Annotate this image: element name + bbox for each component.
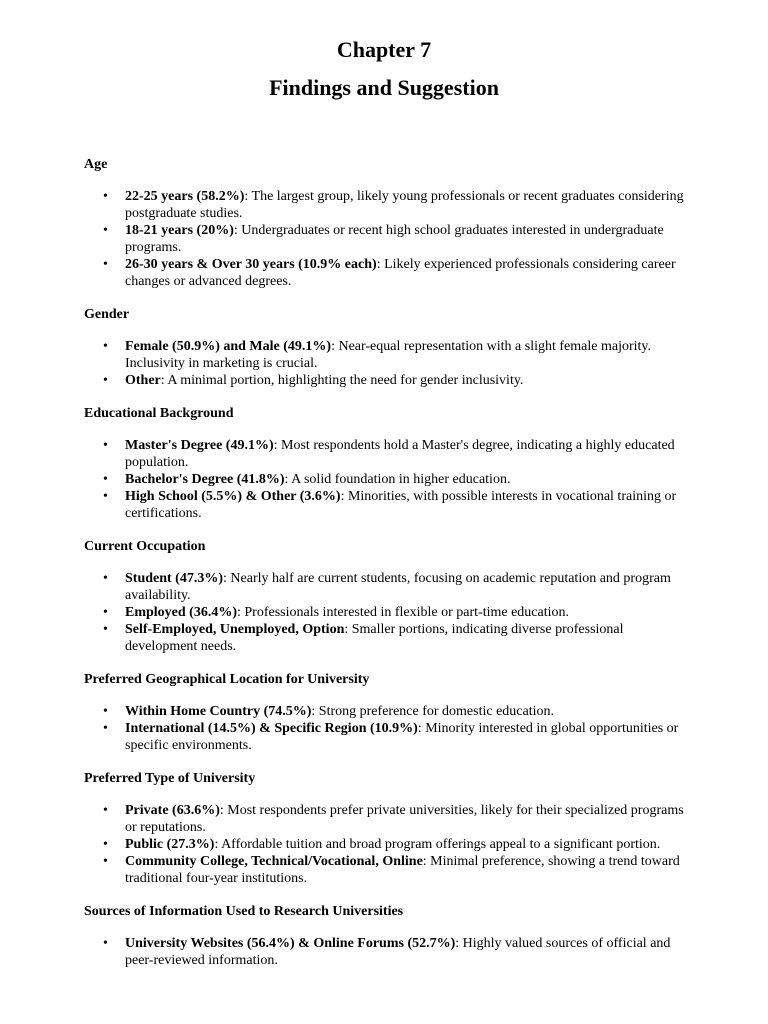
bullet-icon: • — [103, 223, 108, 238]
list-item — [84, 488, 684, 522]
item-bold-label: 26-30 years & Over 30 years (10.9% each) — [125, 257, 377, 272]
section-gender — [84, 306, 684, 389]
section-heading: Educational Background — [84, 406, 234, 421]
item-text: : Likely experienced professionals considering career changes or advanced degrees. — [125, 257, 676, 289]
bullet-icon: • — [103, 854, 108, 869]
list-item — [84, 802, 684, 836]
bullet-icon: • — [103, 704, 108, 719]
bullet-icon: • — [103, 189, 108, 204]
item-text: : Minimal preference, showing a trend toward traditional four-year institutions. — [125, 854, 680, 886]
list-item — [84, 621, 684, 655]
bullet-icon: • — [103, 605, 108, 620]
bullet-list — [84, 437, 684, 522]
bullet-icon: • — [103, 622, 108, 637]
item-text: : A solid foundation in higher education. — [284, 472, 511, 487]
bullet-list — [84, 188, 684, 290]
bullet-icon: • — [103, 438, 108, 453]
section-heading: Age — [84, 157, 108, 172]
item-bold-label: Public (27.3%) — [125, 837, 215, 852]
section-preferred-type — [84, 770, 684, 887]
list-item — [84, 437, 684, 471]
bullet-icon: • — [103, 339, 108, 354]
item-text: : Undergraduates or recent high school graduates interested in undergraduate programs. — [125, 223, 664, 255]
item-bold-label: Other — [125, 373, 161, 388]
list-item — [84, 188, 684, 222]
section-current-occupation — [84, 538, 684, 655]
item-text: : Most respondents hold a Master's degree, indicating a highly educated population. — [125, 438, 675, 470]
list-item — [84, 256, 684, 290]
item-bold-label: Bachelor's Degree (41.8%) — [125, 472, 285, 487]
section-heading: Sources of Information Used to Research Universities — [84, 904, 404, 919]
sections-container — [84, 156, 684, 969]
section-heading: Preferred Type of University — [84, 771, 256, 786]
item-bold-label: Master's Degree (49.1%) — [125, 438, 274, 453]
item-bold-label: Private (63.6%) — [125, 803, 220, 818]
section-heading: Gender — [84, 307, 130, 322]
list-item — [84, 836, 684, 853]
chapter-number: Chapter 7 — [336, 37, 432, 62]
item-text: : Affordable tuition and broad program offerings appeal to a significant portion. — [214, 837, 661, 852]
bullet-list — [84, 802, 684, 887]
item-bold-label: Self-Employed, Unemployed, Option — [125, 622, 345, 637]
bullet-icon: • — [103, 373, 108, 388]
item-text: : Minority interested in global opportunities or specific environments. — [125, 721, 679, 753]
bullet-icon: • — [103, 837, 108, 852]
item-text: : Smaller portions, indicating diverse professional development needs. — [125, 622, 624, 654]
item-bold-label: 22-25 years (58.2%) — [125, 189, 245, 204]
chapter-header — [84, 36, 684, 102]
bullet-list — [84, 703, 684, 754]
list-item — [84, 471, 684, 488]
list-item — [84, 222, 684, 256]
section-information-sources — [84, 903, 684, 969]
item-bold-label: International (14.5%) & Specific Region (10.9%) — [125, 721, 418, 736]
item-text: : Highly valued sources of official and peer-reviewed information. — [125, 936, 671, 968]
bullet-icon: • — [103, 936, 108, 951]
item-bold-label: University Websites (56.4%) & Online Forums (52.7%) — [125, 936, 456, 951]
item-text: : The largest group, likely young professionals or recent graduates considering postgraduate studies. — [125, 189, 684, 221]
chapter-title: Findings and Suggestion — [269, 75, 499, 100]
section-age — [84, 156, 684, 290]
item-text: : Strong preference for domestic education. — [311, 704, 554, 719]
item-bold-label: High School (5.5%) & Other (3.6%) — [125, 489, 341, 504]
list-item — [84, 338, 684, 372]
section-heading: Preferred Geographical Location for University — [84, 672, 370, 687]
item-text: : Nearly half are current students, focusing on academic reputation and program availability. — [125, 571, 671, 603]
list-item — [84, 372, 684, 389]
item-text: : A minimal portion, highlighting the need for gender inclusivity. — [160, 373, 524, 388]
bullet-icon: • — [103, 489, 108, 504]
list-item — [84, 720, 684, 754]
item-bold-label: Student (47.3%) — [125, 571, 224, 586]
item-text: : Professionals interested in flexible or part-time education. — [237, 605, 570, 620]
section-preferred-location — [84, 671, 684, 754]
item-bold-label: Within Home Country (74.5%) — [125, 704, 312, 719]
list-item — [84, 935, 684, 969]
section-heading: Current Occupation — [84, 539, 206, 554]
bullet-icon: • — [103, 803, 108, 818]
bullet-icon: • — [103, 472, 108, 487]
bullet-list — [84, 338, 684, 389]
bullet-icon: • — [103, 257, 108, 272]
list-item — [84, 604, 684, 621]
item-bold-label: Community College, Technical/Vocational, Online — [125, 854, 423, 869]
bullet-icon: • — [103, 721, 108, 736]
item-text: : Minorities, with possible interests in vocational training or certifications. — [125, 489, 677, 521]
item-text: : Most respondents prefer private universities, likely for their specialized programs or reputations. — [125, 803, 684, 835]
bullet-list — [84, 570, 684, 655]
item-text: : Near-equal representation with a slight female majority. Inclusivity in marketing is crucial. — [125, 339, 651, 371]
item-bold-label: Employed (36.4%) — [125, 605, 237, 620]
item-bold-label: 18-21 years (20%) — [125, 223, 234, 238]
list-item — [84, 570, 684, 604]
list-item — [84, 853, 684, 887]
list-item — [84, 703, 684, 720]
item-bold-label: Female (50.9%) and Male (49.1%) — [125, 339, 332, 354]
bullet-icon: • — [103, 571, 108, 586]
section-educational-background — [84, 405, 684, 522]
bullet-list — [84, 935, 684, 969]
